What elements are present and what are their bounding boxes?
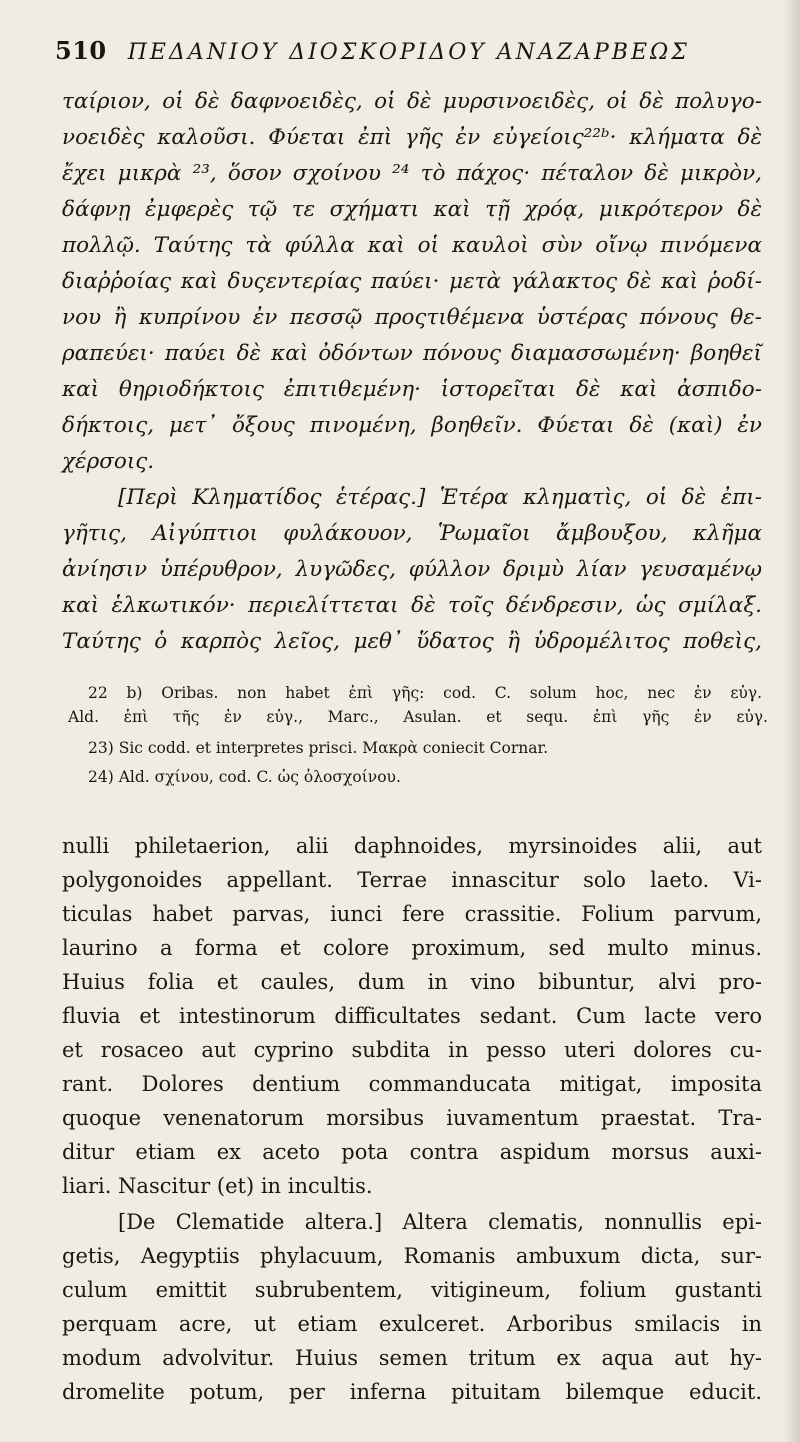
page-number: 510 (55, 36, 107, 65)
greek-line: νοειδὲς καλοῦσι. Φύεται ἐπὶ γῆς ἐν εὐγείοις²²ᵇ· κλήματα δὲ (62, 125, 762, 150)
footnote: 24) Ald. σχίνου, cod. C. ὡς ὁλοσχοίνου. (88, 768, 401, 786)
greek-line: ἀνίησιν ὑπέρυθρον, λυγῶδες, φύλλον δριμὺ λίαν γευσαμένῳ (62, 557, 762, 582)
greek-line: καὶ θηριοδήκτοις ἐπιτιθεμένη· ἱστορεῖται δὲ καὶ ἀσπιδο- (62, 377, 762, 402)
footnote: 22 b) Oribas. non habet ἐπὶ γῆς: cod. C. solum hoc, nec ἐν εὐγ. (88, 684, 762, 702)
latin-line: modum advolvitur. Huius semen tritum ex aqua aut hy- (62, 1346, 762, 1370)
latin-line: culum emittit subrubentem, vitigineum, folium gustanti (62, 1278, 762, 1302)
greek-line: ραπεύει· παύει δὲ καὶ ὀδόντων πόνους διαμασσωμένη· βοηθεῖ (62, 341, 762, 366)
latin-line: quoque venenatorum morsibus iuvamentum praestat. Tra- (62, 1106, 762, 1130)
greek-line: δήκτοις, μετ᾽ ὄξους πινομένη, βοηθεῖν. Φύεται δὲ (καὶ) ἐν (62, 413, 762, 438)
greek-line: χέρσοις. (62, 449, 155, 474)
greek-line: διαῤῥοίας καὶ δυςεντερίας παύει· μετὰ γάλακτος δὲ καὶ ῥοδί- (62, 269, 762, 294)
latin-section-start: [De Clematide altera.] Altera clematis, nonnullis epi- (118, 1210, 762, 1234)
latin-line: ditur etiam ex aceto pota contra aspidum morsus auxi- (62, 1140, 762, 1164)
latin-line: dromelite potum, per inferna pituitam bilemque educit. (62, 1380, 762, 1404)
latin-line: perquam acre, ut etiam exulceret. Arboribus smilacis in (62, 1312, 762, 1336)
greek-line: πολλῷ. Ταύτης τὰ φύλλα καὶ οἱ καυλοὶ σὺν οἴνῳ πινόμενα (62, 233, 762, 258)
latin-line: et rosaceo aut cyprino subdita in pesso uteri dolores cu- (62, 1038, 762, 1062)
footnote: 23) Sic codd. et interpretes prisci. Μακρὰ coniecit Cornar. (88, 739, 549, 757)
latin-line: laurino a forma et colore proximum, sed multo minus. (62, 936, 762, 960)
page-edge-shadow (782, 0, 800, 1442)
greek-section-start: [Περὶ Κληματίδος ἑτέρας.] Ἑτέρα κληματὶς, οἱ δὲ ἐπι- (118, 485, 762, 510)
greek-line: νου ἢ κυπρίνου ἐν πεσσῷ προςτιθέμενα ὑστέρας πόνους θε- (62, 305, 762, 330)
greek-line: καὶ ἑλκωτικόν· περιελίττεται δὲ τοῖς δένδρεσιν, ὡς σμίλαξ. (62, 593, 762, 618)
latin-line: ticulas habet parvas, iunci fere crassitie. Folium parvum, (62, 902, 762, 926)
greek-line: δάφνῃ ἐμφερὲς τῷ τε σχήματι καὶ τῇ χρόᾳ, μικρότερον δὲ (62, 197, 762, 222)
greek-line: γῆτις, Αἰγύπτιοι φυλάκουον, Ῥωμαῖοι ἄμβουξου, κλῆμα (62, 521, 762, 546)
running-head: ΠΕΔΑΝΙΟΥ ΔΙΟΣΚΟΡΙΔΟΥ ΑΝΑΖΑΡΒΕΩΣ (127, 40, 690, 65)
greek-line: Ταύτης ὁ καρπὸς λεῖος, μεθ᾽ ὕδατος ἢ ὑδρομέλιτος ποθεὶς, (62, 629, 762, 654)
latin-line: liari. Nascitur (et) in incultis. (62, 1174, 373, 1198)
greek-line: ταίριον, οἱ δὲ δαφνοειδὲς, οἱ δὲ μυρσινοειδὲς, οἱ δὲ πολυγο- (62, 89, 762, 114)
latin-line: fluvia et intestinorum difficultates sedant. Cum lacte vero (62, 1004, 762, 1028)
greek-line: ἔχει μικρὰ ²³, ὅσον σχοίνου ²⁴ τὸ πάχος· πέταλον δὲ μικρὸν, (62, 161, 762, 186)
latin-line: polygonoides appellant. Terrae innascitur solo laeto. Vi- (62, 868, 762, 892)
footnote: Ald. ἐπὶ τῆς ἐν εὐγ., Marc., Asulan. et sequ. ἐπὶ γῆς ἐν εὐγ. (68, 708, 768, 726)
latin-line: nulli philetaerion, alii daphnoides, myrsinoides alii, aut (62, 834, 762, 858)
latin-line: rant. Dolores dentium commanducata mitigat, imposita (62, 1072, 762, 1096)
latin-line: Huius folia et caules, dum in vino bibuntur, alvi pro- (62, 970, 762, 994)
latin-line: getis, Aegyptiis phylacuum, Romanis ambuxum dicta, sur- (62, 1244, 762, 1268)
page-header (55, 36, 755, 76)
